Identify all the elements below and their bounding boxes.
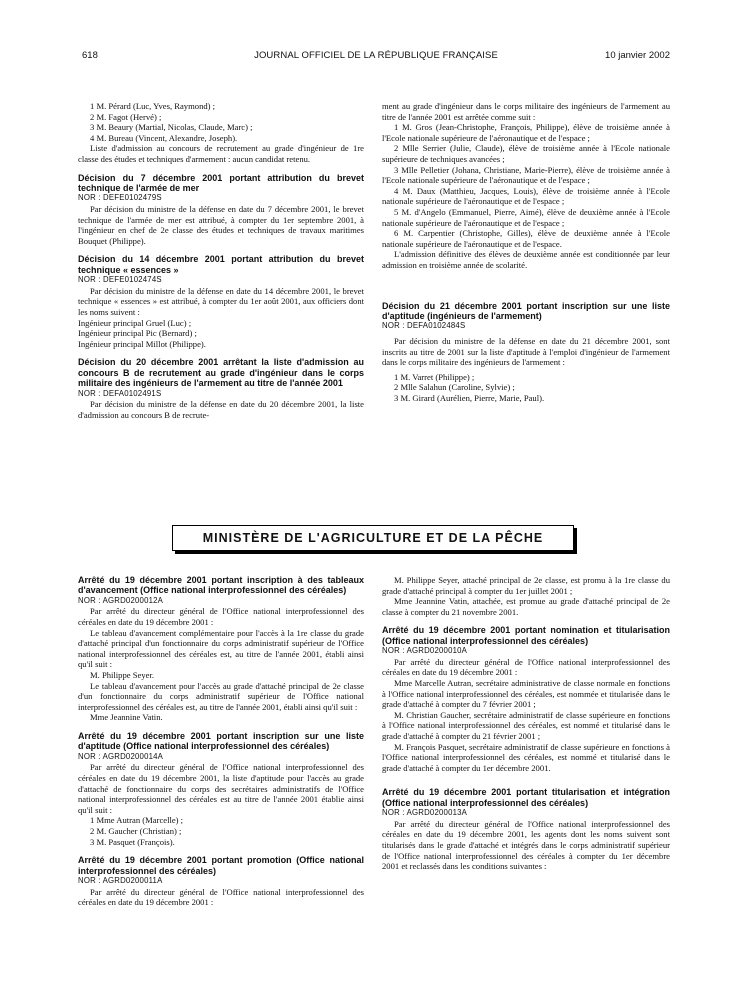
list-item: 2 Mlle Salahun (Caroline, Sylvie) ; — [394, 382, 515, 393]
page-number: 618 — [82, 50, 98, 61]
list-item: Ingénieur principal Gruel (Luc) ; — [78, 317, 192, 328]
nor-reference: NOR : AGRD0200012A — [78, 595, 164, 605]
list-item: 5 M. d'Angelo (Emmanuel, Pierre, Aimé), élève de deuxième année à l'Ecole nationale supérieure de l'aéronautique et de l'espace ; — [382, 206, 670, 228]
top-left-column — [78, 101, 364, 420]
nor-reference: NOR : DEFE0102474S — [78, 275, 162, 285]
nor-reference: NOR : DEFA0102484S — [382, 321, 466, 331]
paragraph: L'admission définitive des élèves de deuxième année est conditionnée par leur admission en troisième année de scolarité. — [382, 249, 670, 270]
paragraph: Mme Jeannine Vatin. — [90, 712, 163, 723]
decree-title: Arrêté du 19 décembre 2001 portant nomination et titularisation (Office national interprofessionnel des céréales) — [382, 625, 670, 646]
nor-reference: NOR : AGRD0200010A — [382, 646, 468, 656]
bottom-left-column — [78, 575, 364, 908]
paragraph: Le tableau d'avancement pour l'accès au grade d'attaché principal de 2e classe d'un fonctionnaire du corps administratif supérieur de l'Office national interprofessionnel des céréales est, au titre de l'année 2001, établi ainsi qu'il suit : — [78, 680, 364, 712]
paragraph: Mme Marcelle Autran, secrétaire administrative de classe normale en fonctions à l'Office national interprofessionnel des céréales, est nommée et titularisée dans le grade d'attaché à compter du 7 février 2001 ; — [382, 677, 670, 710]
decision-title: Décision du 20 décembre 2001 arrêtant la liste d'admission au concours B de recrutement au grade d'ingénieur dans le corps militaire des ingénieurs de l'armement au titre de l'année 2001 — [78, 357, 364, 389]
paragraph: Par décision du ministre de la défense en date du 21 décembre 2001, sont inscrits au titre de 2001 sur la liste d'aptitude à l'emploi d'ingénieur de l'armement dans le corps militaire des ingénieurs de l'armement : — [382, 335, 670, 368]
journal-title: JOURNAL OFFICIEL DE LA RÉPUBLIQUE FRANÇAISE — [254, 50, 498, 61]
list-item: 3 M. Beaury (Martial, Nicolas, Claude, Marc) ; — [90, 122, 253, 133]
decision-title: Décision du 7 décembre 2001 portant attribution du brevet technique de l'armée de mer — [78, 172, 364, 193]
paragraph: Par décision du ministre de la défense en date du 7 décembre 2001, le brevet technique de l'armée de mer est attribué, à compter du 1er septembre 2001, à l'ingénieur en chef de 2e classe des études et techniques de travaux maritimes Bouquet (Philippe). — [78, 203, 364, 246]
list-item: 4 M. Daux (Matthieu, Jacques, Louis), élève de troisième année à l'Ecole nationale supérieure de l'aéronautique et de l'espace ; — [382, 185, 670, 207]
paragraph: Par arrêté du directeur général de l'Office national interprofessionnel des céréales en date du 19 décembre 2001, la liste d'aptitude pour l'accès au grade d'attaché de fonctionnaire du corps des secrétaires administratifs de l'Office national interprofessionnel des céréales est au titre de l'année 2001 établie ainsi qu'il suit : — [78, 762, 364, 815]
paragraph: Par arrêté du directeur général de l'Office national interprofessionnel des céréales en date du 19 décembre 2001 : — [78, 606, 364, 627]
nor-reference: NOR : DEFE0102479S — [78, 193, 162, 203]
list-item: 1 M. Varret (Philippe) ; — [394, 371, 475, 382]
paragraph: Par arrêté du directeur général de l'Office national interprofessionnel des céréales en date du 19 décembre 2001 : — [382, 656, 670, 678]
list-item: 6 M. Carpentier (Christophe, Gilles), élève de deuxième année à l'Ecole nationale supérieure de l'aéronautique et de l'espace. — [382, 228, 670, 249]
paragraph: Par décision du ministre de la défense en date du 14 décembre 2001, le brevet technique « essences » est attribué, à compter du 1er août 2001, aux officiers dont les noms suivent : — [78, 285, 364, 317]
list-item: 1 Mme Autran (Marcelle) ; — [90, 815, 184, 826]
paragraph: Liste d'admission au concours de recrutement au grade d'ingénieur de 1re classe des études et techniques d'armement : aucun candidat retenu. — [78, 143, 364, 164]
paragraph: ment au grade d'ingénieur dans le corps militaire des ingénieurs de l'armement au titre de l'année 2001 est arrêtée comme suit : — [382, 101, 670, 122]
ministry-title: MINISTÈRE DE L'AGRICULTURE ET DE LA PÊCHE — [202, 531, 544, 545]
list-item: 2 Mlle Serrier (Julie, Claude), élève de troisième année à l'Ecole nationale supérieure de techniques avancées ; — [382, 143, 670, 164]
paragraph: M. Philippe Seyer. — [90, 669, 154, 680]
paragraph: Le tableau d'avancement complémentaire pour l'accès à la 1re classe du grade d'attaché principal d'un fonctionnaire du corps administratif supérieur de l'Office national interprofessionnel des céréales est, au titre de l'année 2001, établi ainsi qu'il suit : — [78, 627, 364, 670]
decree-title: Arrêté du 19 décembre 2001 portant inscription à des tableaux d'avancement (Office national interprofessionnel des céréales) — [78, 575, 364, 596]
list-item: 1 M. Gros (Jean-Christophe, François, Philippe), élève de troisième année à l'Ecole nationale supérieure de l'aéronautique et de l'espace ; — [382, 122, 670, 143]
page-header — [82, 50, 670, 64]
list-item: Ingénieur principal Millot (Philippe). — [78, 338, 206, 349]
nor-reference: NOR : DEFA0102491S — [78, 388, 162, 398]
list-item: 3 M. Pasquet (François). — [90, 836, 175, 847]
top-right-column — [382, 101, 670, 403]
list-item: 2 M. Gaucher (Christian) ; — [90, 825, 182, 836]
list-item: 3 M. Girard (Aurélien, Pierre, Marie, Paul). — [394, 392, 545, 403]
nor-reference: NOR : AGRD0200013A — [382, 808, 468, 818]
list-item: 2 M. Fagot (Hervé) ; — [90, 111, 162, 122]
issue-date: 10 janvier 2002 — [605, 50, 670, 61]
list-item: 1 M. Pérard (Luc, Yves, Raymond) ; — [90, 101, 216, 111]
decree-title: Arrêté du 19 décembre 2001 portant titularisation et intégration (Office national interprofessionnel des céréales) — [382, 787, 670, 808]
list-item: 3 Mlle Pelletier (Johana, Christiane, Marie-Pierre), élève de troisième année à l'Ecole nationale supérieure de l'aéronautique et de l'espace ; — [382, 164, 670, 186]
nor-reference: NOR : AGRD0200014A — [78, 751, 164, 761]
decree-title: Arrêté du 19 décembre 2001 portant inscription sur une liste d'aptitude (Office national interprofessionnel des céréales) — [78, 730, 364, 752]
paragraph: Mme Jeannine Vatin, attachée, est promue au grade d'attaché principal de 2e classe à compter du 21 novembre 2001. — [382, 596, 670, 617]
paragraph: Par arrêté du directeur général de l'Office national interprofessionnel des céréales en date du 19 décembre 2001, les agents dont les noms suivent sont titularisés dans le grade d'attaché et intégrés dans le corps administratif supérieur de l'Office national interprofessionnel des céréales à compter du 1er décembre 2001 et reclassés dans les conditions suivantes : — [382, 818, 670, 872]
paragraph: M. Christian Gaucher, secrétaire administratif de classe supérieure en fonctions à l'Office national interprofessionnel des céréales, est nommé et titularisé dans le grade d'attaché à compter du 21 février 2001 ; — [382, 709, 670, 741]
list-item: Ingénieur principal Pic (Bernard) ; — [78, 328, 197, 339]
paragraph: M. François Pasquet, secrétaire administratif de classe supérieure en fonctions à l'Office national interprofessionnel des céréales, est nommé et titularisé dans le grade d'attaché à compter du 1er décembre 2001. — [382, 741, 670, 773]
paragraph: M. Philippe Seyer, attaché principal de 2e classe, est promu à la 1re classe du grade d'attaché principal à compter du 1er juillet 2001 ; — [382, 575, 670, 596]
ministry-banner — [172, 525, 574, 551]
decree-title: Arrêté du 19 décembre 2001 portant promotion (Office national interprofessionnel des céréales) — [78, 855, 364, 876]
list-item: 4 M. Bureau (Vincent, Alexandre, Joseph). — [90, 132, 238, 143]
nor-reference: NOR : AGRD0200011A — [78, 875, 163, 885]
paragraph: Par décision du ministre de la défense en date du 20 décembre 2001, la liste d'admission au concours B de recrute- — [78, 399, 364, 420]
bottom-right-column — [382, 575, 670, 872]
paragraph: Par arrêté du directeur général de l'Office national interprofessionnel des céréales en date du 19 décembre 2001 : — [78, 886, 364, 908]
decision-title: Décision du 14 décembre 2001 portant attribution du brevet technique « essences » — [78, 254, 364, 275]
decision-title: Décision du 21 décembre 2001 portant inscription sur une liste d'aptitude (ingénieurs de l'armement) — [382, 300, 670, 321]
